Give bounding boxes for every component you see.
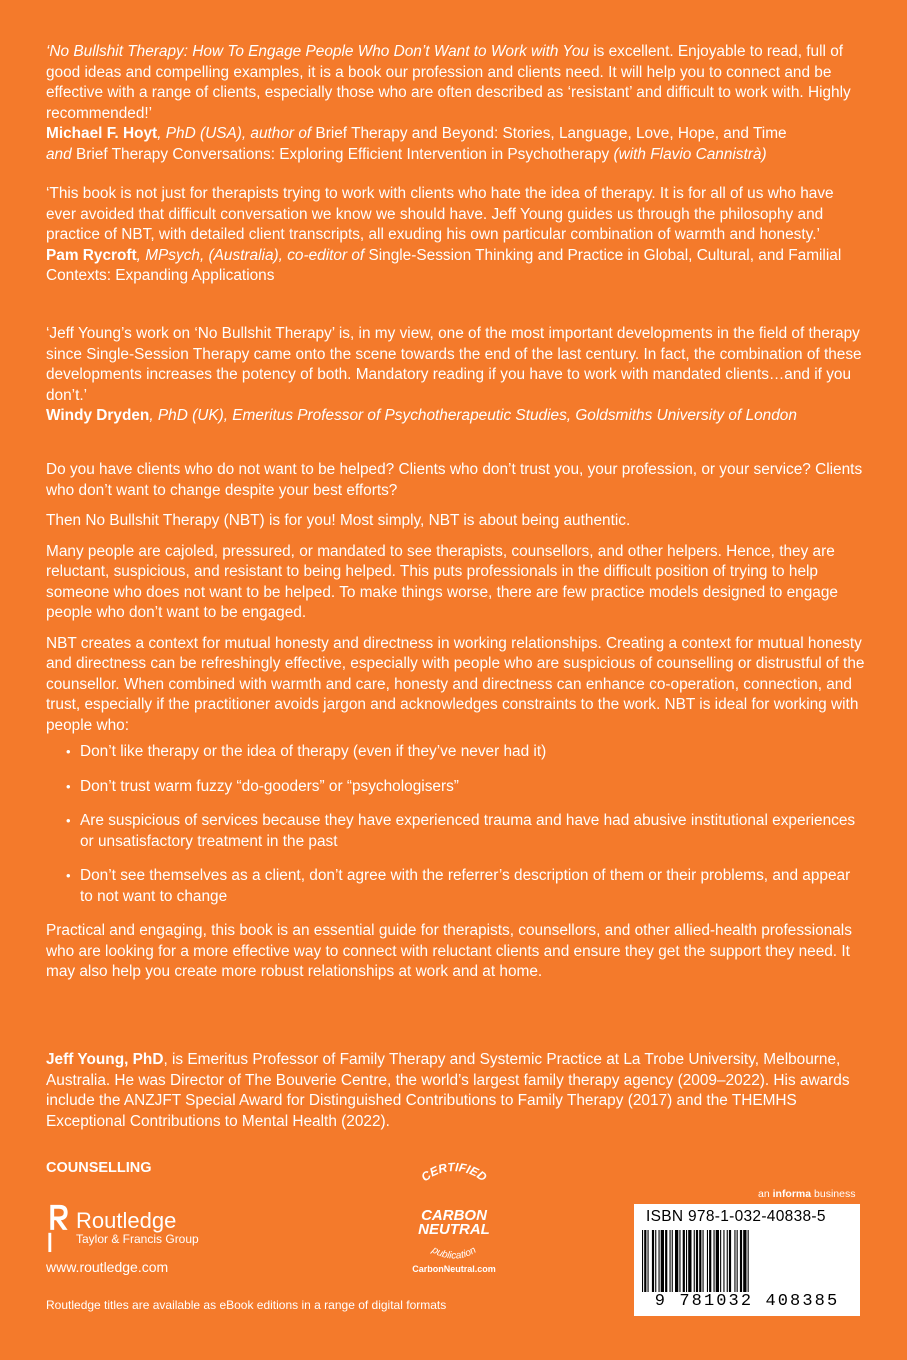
barcode-bar [672, 1230, 673, 1292]
barcode-bar [707, 1230, 708, 1292]
author-bio-text: , is Emeritus Professor of Family Therapy and Systemic Practice at La Trobe University, Melbourne, Australia. He was Director of The Bouverie Centre, the world’s largest family therapy agency (2009–2022). His awards include the ANZJFT Special Award for Distinguished Contributions to Family Therapy (2017) and the THEMHS Exceptional Contributions to Mental Health (2022). [46, 1051, 850, 1130]
endorsement-quote: ‘This book is not just for therapists trying to work with clients who hate the idea of therapy. It is for all of us who have ever avoided that difficult conversation we know we should have. Jeff Young guides us through the philosophy and practice of NBT, with detailed client transcripts, all exuding his own particular combination of warmth and honesty.’ [46, 185, 834, 243]
endorser-book: Single-Session Thinking and Practice in Global, Cultural, and Familial Contexts: Expanding Applications [46, 246, 842, 284]
carbon-certified-text: CERTIFIED [418, 1160, 490, 1185]
neutral-word: NEUTRAL [418, 1221, 490, 1238]
barcode-bar [642, 1230, 643, 1292]
bullet-item: • Don’t trust warm fuzzy “do-gooders” or “psychologisers” [46, 777, 866, 798]
publisher-group: Taylor & Francis Group [76, 1232, 199, 1246]
barcode-bar [694, 1230, 695, 1292]
endorsement-dryden [46, 324, 866, 427]
barcode [634, 1204, 860, 1316]
endorsement-quote: is excellent. Enjoyable to read, full of good ideas and compelling examples, it is a book our profession and clients need. It will help you to connect and be effective with a range of clients, especially those who are often described as ‘resistant’ and difficult to work with. Highly recommended!’ [46, 43, 851, 122]
barcode-bar [670, 1230, 671, 1292]
endorser-book: Brief Therapy and Beyond: Stories, Language, Love, Hope, and Time [311, 125, 787, 142]
endorser-name: Windy Dryden [46, 407, 150, 424]
endorser-credentials: , PhD (USA), author of [157, 125, 312, 142]
publisher-url[interactable]: www.routledge.com [46, 1259, 169, 1275]
barcode-bar [661, 1230, 664, 1292]
endorser-and: and [46, 145, 72, 163]
endorser-credentials: , MPsych, (Australia), co-editor of [136, 246, 365, 264]
barcode-bar [703, 1230, 704, 1292]
barcode-bar [696, 1230, 698, 1292]
endorsement-book-title: ‘No Bullshit Therapy: How To Engage People Who Don’t Want to Work with You [46, 43, 589, 60]
description-paragraph: NBT creates a context for mutual honesty and directness in working relationships. Creating a context for mutual honesty and directness can be refreshingly effective, especially with people who are suspicious of counselling or distrustful of the counsellor. When combined with warmth and care, honesty and directness can enhance co-operation, connection, and trust, especially if the practitioner avoids jargon and acknowledges constraints to the work. NBT is ideal for working with people who: [46, 634, 865, 734]
barcode-digits: 9 781032 408385 [654, 1292, 840, 1311]
subject-category: COUNSELLING [46, 1160, 152, 1176]
barcode-bar [740, 1230, 742, 1292]
endorser-credentials: , PhD (UK), Emeritus Professor of Psychotherapeutic Studies, Goldsmiths University of London [149, 407, 797, 424]
book-description [46, 460, 866, 993]
barcode-bar [743, 1230, 746, 1292]
barcode-bar [683, 1230, 685, 1292]
barcode-bar [699, 1230, 701, 1292]
barcode-bar [716, 1230, 719, 1292]
barcode-bar [737, 1230, 738, 1292]
barcode-bar [723, 1230, 724, 1292]
carbon-publication-text: publication [429, 1244, 479, 1262]
barcode-bar [714, 1230, 715, 1292]
svg-text:publication [429, 1244, 479, 1261]
bullet-list [46, 742, 866, 907]
endorser-coauthor: (with Flavio Cannistrà) [609, 145, 767, 163]
barcode-bar [686, 1230, 687, 1292]
barcode-bar [720, 1230, 721, 1292]
barcode-bar [679, 1230, 680, 1292]
barcode-bar [665, 1230, 667, 1292]
description-paragraph: Do you have clients who do not want to be helped? Clients who don’t trust you, your profession, or your service? Clients who don’t want to change despite your best efforts? [46, 461, 863, 499]
endorser-name: Michael F. Hoyt [46, 125, 158, 142]
carbon-neutral-badge [394, 1160, 514, 1280]
barcode-bar [655, 1230, 656, 1292]
description-paragraph: Practical and engaging, this book is an essential guide for therapists, counsellors, and other allied-health professionals who are looking for a more effective way to connect with reluctant clients and ensure they get the support they need. It may also help you create more robust relationships at work and at home. [46, 922, 852, 980]
routledge-r-icon [46, 1203, 70, 1253]
carbon-url: CarbonNeutral.com [412, 1264, 496, 1274]
barcode-bar [688, 1230, 691, 1292]
endorsement-quote: ‘Jeff Young’s work on ‘No Bullshit Therapy’ is, in my view, one of the most important developments in the field of therapy since Single-Session Therapy came onto the scene towards the end of the last century. In fact, the combination of these developments increases the potency of both. Mandatory reading if you have to work with mandated clients…and if you don’t.’ [46, 325, 862, 404]
routledge-logo [46, 1203, 199, 1253]
endorser-name: Pam Rycroft [46, 246, 137, 264]
svg-text:CERTIFIED [419, 1160, 490, 1184]
barcode-bar [659, 1230, 660, 1292]
bullet-item: • Are suspicious of services because they have experienced trauma and have had abusive institutional experiences or unsatisfactory treatment in the past [46, 811, 866, 852]
bullet-item: • Don’t see themselves as a client, don’t agree with the referrer’s description of them or their problems, and appear to not want to change [46, 866, 866, 907]
barcode-bar [675, 1230, 678, 1292]
barcode-bar [648, 1230, 649, 1292]
publisher-name: Routledge [76, 1208, 177, 1233]
ebook-note: Routledge titles are available as eBook editions in a range of digital formats [46, 1298, 447, 1312]
barcode-bar [729, 1230, 731, 1292]
carbon-word: CARBON [421, 1207, 487, 1224]
endorsement-rycroft [46, 184, 866, 287]
author-bio [46, 1050, 866, 1132]
barcode-bar [709, 1230, 711, 1292]
informa-tagline: an informa business [758, 1188, 856, 1200]
barcode-bar [734, 1230, 735, 1292]
author-name: Jeff Young, PhD [46, 1051, 164, 1068]
barcode-bars [642, 1230, 852, 1292]
barcode-bar [748, 1230, 749, 1292]
bullet-item: • Don’t like therapy or the idea of therapy (even if they’ve never had it) [46, 742, 866, 763]
endorsement-hoyt [46, 42, 866, 165]
barcode-bar [644, 1230, 646, 1292]
description-paragraph: Many people are cajoled, pressured, or mandated to see therapists, counsellors, and other helpers. Hence, they are reluctant, suspicious, and resistant to being helped. This puts professionals in the difficult position of trying to help someone who does not want to be helped. To make things worse, there are few practice models designed to engage people who don’t want to be engaged. [46, 542, 838, 621]
description-paragraph: Then No Bullshit Therapy (NBT) is for you! Most simply, NBT is about being authentic. [46, 512, 631, 529]
barcode-bar [727, 1230, 728, 1292]
endorser-book-2: Brief Therapy Conversations: Exploring Efficient Intervention in Psychotherapy [71, 145, 610, 163]
barcode-bar [652, 1230, 654, 1292]
informa-word: informa [772, 1188, 812, 1200]
isbn-text: ISBN 978-1-032-40838-5 [646, 1208, 826, 1225]
